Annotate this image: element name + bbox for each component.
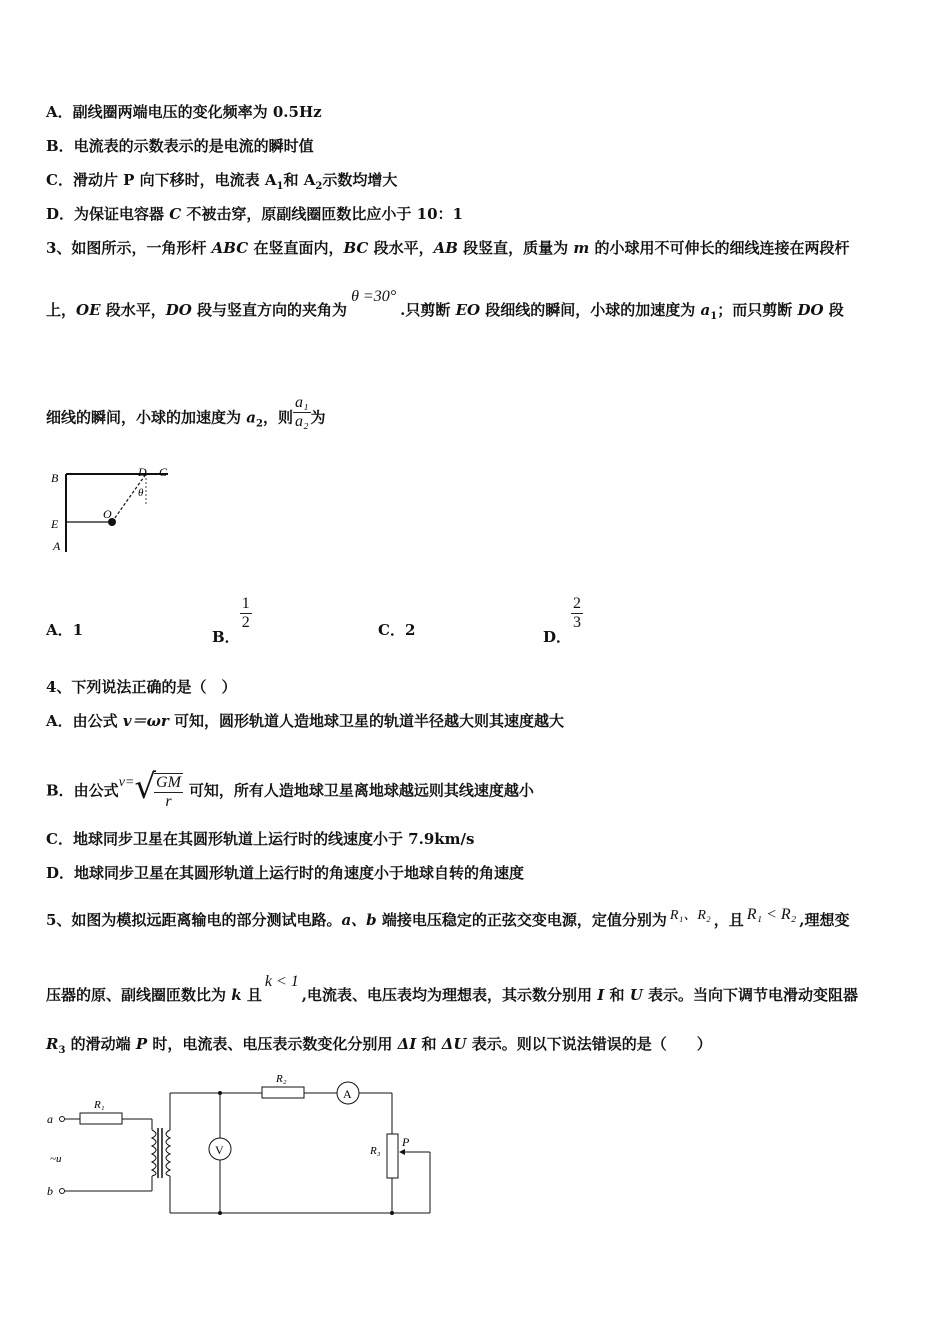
two-thirds-fraction: $\frac{2}{3}$ xyxy=(573,595,582,631)
a1-over-a2-fraction: $\frac{\text{a₁}}{\text{a₂}}$ xyxy=(294,394,309,430)
q4-option-d: D．地球同步卫星在其圆形轨道上运行时的角速度小于地球自转的角速度 xyxy=(46,864,525,882)
rod-diagram xyxy=(48,462,178,554)
secondary-coil xyxy=(166,1130,170,1176)
q4-option-a: A．由公式 v＝ωr 可知，圆形轨道人造地球卫星的轨道半径越大则其速度越大 xyxy=(46,712,565,730)
q3-option-c: C．2 xyxy=(378,621,416,639)
q5-stem-line3: $R_3$ 的滑动端 P 时，电流表、电压表示数变化分别用 ΔI 和 ΔU 表示。则以下说法错误的是（ ） xyxy=(46,1035,712,1056)
slider-arrow xyxy=(399,1149,405,1155)
q3-stem-line2: 上，OE 段水平，DO 段与竖直方向的夹角为θ =30°.只剪断 EO 段细线的瞬间，小球的加速度为 $a_1$；而只剪断 DO 段 xyxy=(46,288,844,322)
resistor-r1 xyxy=(80,1113,122,1124)
q3-option-b: B． $\frac{1}{2}$ xyxy=(212,595,250,646)
q2-option-a: A．副线圈两端电压的变化频率为 0.5Hz xyxy=(46,103,322,121)
resistor-r2 xyxy=(262,1087,304,1098)
label-c: C xyxy=(159,465,168,479)
label-a: a xyxy=(47,1112,53,1126)
q2-option-c: C．滑动片 P 向下移时，电流表 $A_1$和 $A_2$示数均增大 xyxy=(46,171,398,192)
label-r2: R₂ xyxy=(276,1073,287,1085)
sqrt-gm-over-r: √ $\frac{GM}{r}$ xyxy=(134,767,181,810)
q3-stem-line3: 细线的瞬间，小球的加速度为 $a_2$，则 $\frac{\text{a₁}}{\text{a₂}}$ 为 xyxy=(46,394,326,430)
theta-formula: θ =30° xyxy=(351,288,397,305)
label-r3: R₃ xyxy=(370,1145,381,1157)
rheostat-r3 xyxy=(387,1134,398,1178)
q4-option-c: C．地球同步卫星在其圆形轨道上运行时的线速度小于 7.9km/s xyxy=(46,830,475,848)
q3-option-d: D． $\frac{2}{3}$ xyxy=(543,595,582,646)
label-r1: R₁ xyxy=(94,1099,105,1111)
q5-stem-line1: 5、如图为模拟远距离输电的部分测试电路。a、b 端接电压稳定的正弦交变电源，定值分别为 R₁、R₂ ，且 R₁ < R₂ ,理想变 xyxy=(46,906,850,929)
label-u: ~u xyxy=(50,1153,62,1165)
voltmeter-label: V xyxy=(215,1143,224,1157)
q2-option-d: D．为保证电容器 C 不被击穿，原副线圈匝数比应小于 10：1 xyxy=(46,205,463,223)
ammeter-label: A xyxy=(343,1087,352,1101)
label-b: b xyxy=(47,1184,53,1198)
primary-coil xyxy=(152,1130,156,1176)
q4-stem: 4、下列说法正确的是（ ） xyxy=(46,678,237,696)
label-d: D xyxy=(138,465,147,479)
label-theta: θ xyxy=(138,487,144,499)
one-half-fraction: $\frac{1}{2}$ xyxy=(241,595,250,631)
label-o: O xyxy=(103,507,112,521)
label-b: B xyxy=(51,471,59,485)
q4-option-b: B．由公式v=√ $\frac{GM}{r}$ 可知，所有人造地球卫星离地球越远则其线速度越小 xyxy=(46,770,534,813)
terminal-a xyxy=(60,1117,65,1122)
q2-option-b: B．电流表的示数表示的是电流的瞬时值 xyxy=(46,137,314,155)
label-e: E xyxy=(51,517,59,531)
circuit-diagram xyxy=(44,1068,444,1220)
terminal-b xyxy=(60,1189,65,1194)
q3-option-a: A．1 xyxy=(46,621,84,639)
label-a: A xyxy=(53,539,61,553)
q3-stem-line1: 3、如图所示，一角形杆 ABC 在竖直面内，BC 段水平，AB 段竖直，质量为 m 的小球用不可伸长的细线连接在两段杆 xyxy=(46,239,850,257)
label-p: P xyxy=(402,1135,410,1149)
q5-stem-line2: 压器的原、副线圈匝数比为 k 且k < 1,电流表、电压表均为理想表，其示数分别用 I 和 U 表示。当向下调节电滑动变阻器 xyxy=(46,973,859,1004)
